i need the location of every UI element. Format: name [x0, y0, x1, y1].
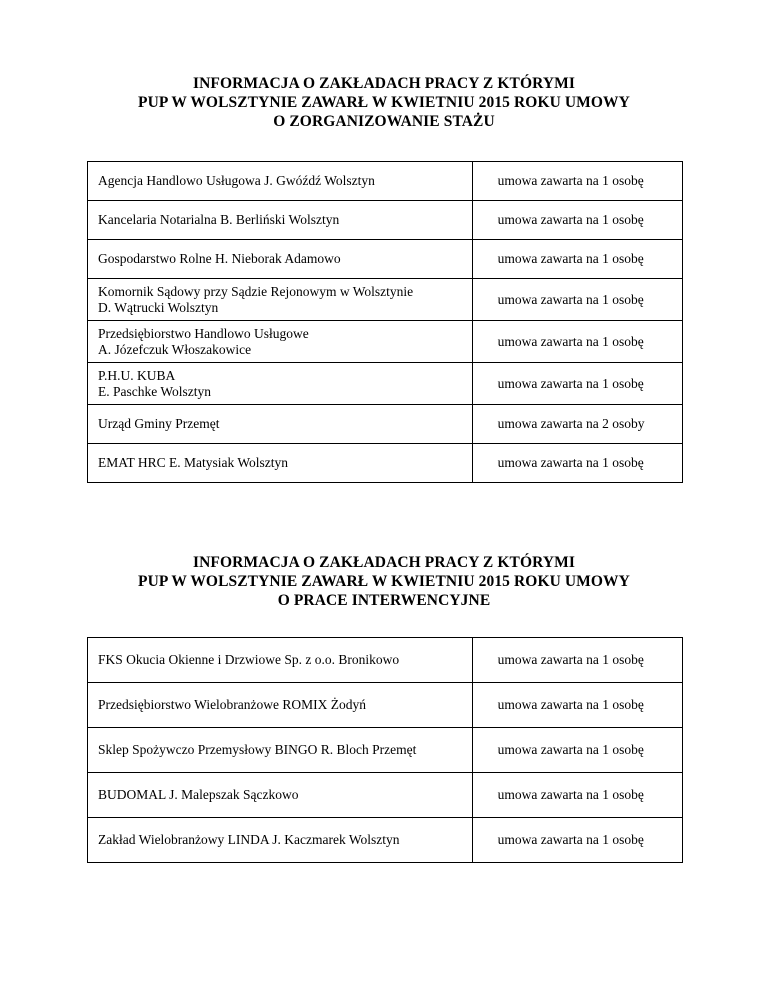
- agreement-status-cell: umowa zawarta na 1 osobę: [472, 444, 682, 483]
- company-name-line: P.H.U. KUBA: [98, 367, 176, 383]
- company-name-line: BUDOMAL J. Malepszak Sączkowo: [98, 787, 299, 802]
- company-name-cell: [88, 773, 473, 818]
- agreement-status-cell: umowa zawarta na 1 osobę: [472, 321, 682, 363]
- table-row: [88, 279, 683, 321]
- company-name-cell: [88, 818, 473, 863]
- company-name-line: D. Wątrucki Wolsztyn: [98, 299, 219, 315]
- section-title-line: INFORMACJA O ZAKŁADACH PRACY Z KTÓRYMI: [193, 554, 575, 571]
- company-name-cell: [88, 363, 473, 405]
- table-row: [88, 363, 683, 405]
- agreement-status-cell: umowa zawarta na 1 osobę: [472, 638, 682, 683]
- company-name-line: Zakład Wielobranżowy LINDA J. Kaczmarek Wolsztyn: [98, 832, 400, 847]
- table-row: [88, 728, 683, 773]
- agreement-status-cell: umowa zawarta na 1 osobę: [472, 683, 682, 728]
- section-title-line: INFORMACJA O ZAKŁADACH PRACY Z KTÓRYMI: [193, 75, 575, 92]
- company-name-cell: [88, 279, 473, 321]
- company-name-line: Sklep Spożywczo Przemysłowy BINGO R. Bloch Przemęt: [98, 742, 417, 757]
- company-name-line: Komornik Sądowy przy Sądzie Rejonowym w Wolsztynie: [98, 283, 414, 299]
- agreement-status-cell: umowa zawarta na 1 osobę: [472, 201, 682, 240]
- agreement-status-cell: umowa zawarta na 1 osobę: [472, 240, 682, 279]
- company-name-line: A. Józefczuk Włoszakowice: [98, 341, 252, 357]
- section-title-line: O PRACE INTERWENCYJNE: [277, 592, 491, 609]
- table-row: [88, 201, 683, 240]
- table-row: [88, 773, 683, 818]
- company-name-cell: [88, 683, 473, 728]
- section-title-internships: [60, 74, 708, 131]
- company-name-line: Przedsiębiorstwo Handlowo Usługowe: [98, 325, 309, 341]
- agreement-status-cell: umowa zawarta na 1 osobę: [472, 773, 682, 818]
- company-name-line: EMAT HRC E. Matysiak Wolsztyn: [98, 455, 289, 470]
- table-row: [88, 162, 683, 201]
- section-title-line: PUP W WOLSZTYNIE ZAWARŁ W KWIETNIU 2015 ROKU UMOWY: [138, 573, 630, 590]
- agreement-status-cell: umowa zawarta na 1 osobę: [472, 279, 682, 321]
- intervention-work-agreements-table: [87, 637, 683, 863]
- section-title-intervention-work: [60, 553, 708, 610]
- table-row: [88, 818, 683, 863]
- table-row: [88, 240, 683, 279]
- table-row: [88, 444, 683, 483]
- table-row: [88, 321, 683, 363]
- company-name-cell: [88, 201, 473, 240]
- section-title-line: PUP W WOLSZTYNIE ZAWARŁ W KWIETNIU 2015 ROKU UMOWY: [138, 94, 630, 111]
- agreement-status-cell: umowa zawarta na 1 osobę: [472, 162, 682, 201]
- company-name-line: FKS Okucia Okienne i Drzwiowe Sp. z o.o. Bronikowo: [98, 652, 400, 667]
- company-name-line: Urząd Gminy Przemęt: [98, 416, 220, 431]
- table-row: [88, 683, 683, 728]
- company-name-cell: [88, 162, 473, 201]
- company-name-cell: [88, 638, 473, 683]
- table-row: [88, 405, 683, 444]
- agreement-status-cell: umowa zawarta na 1 osobę: [472, 363, 682, 405]
- company-name-cell: [88, 444, 473, 483]
- company-name-cell: [88, 321, 473, 363]
- table-row: [88, 638, 683, 683]
- company-name-line: Gospodarstwo Rolne H. Nieborak Adamowo: [98, 251, 341, 266]
- company-name-line: Agencja Handlowo Usługowa J. Gwóźdź Wolsztyn: [98, 173, 375, 188]
- company-name-line: E. Paschke Wolsztyn: [98, 383, 212, 399]
- agreement-status-cell: umowa zawarta na 1 osobę: [472, 728, 682, 773]
- company-name-line: Kancelaria Notarialna B. Berliński Wolsztyn: [98, 212, 340, 227]
- section-title-line: O ZORGANIZOWANIE STAŻU: [273, 113, 495, 130]
- agreement-status-cell: umowa zawarta na 2 osoby: [472, 405, 682, 444]
- table-body: [88, 162, 683, 483]
- company-name-line: Przedsiębiorstwo Wielobranżowe ROMIX Żodyń: [98, 697, 367, 712]
- company-name-cell: [88, 240, 473, 279]
- company-name-cell: [88, 728, 473, 773]
- agreement-status-cell: umowa zawarta na 1 osobę: [472, 818, 682, 863]
- internship-agreements-table: [87, 161, 683, 483]
- table-body: [88, 638, 683, 863]
- company-name-cell: [88, 405, 473, 444]
